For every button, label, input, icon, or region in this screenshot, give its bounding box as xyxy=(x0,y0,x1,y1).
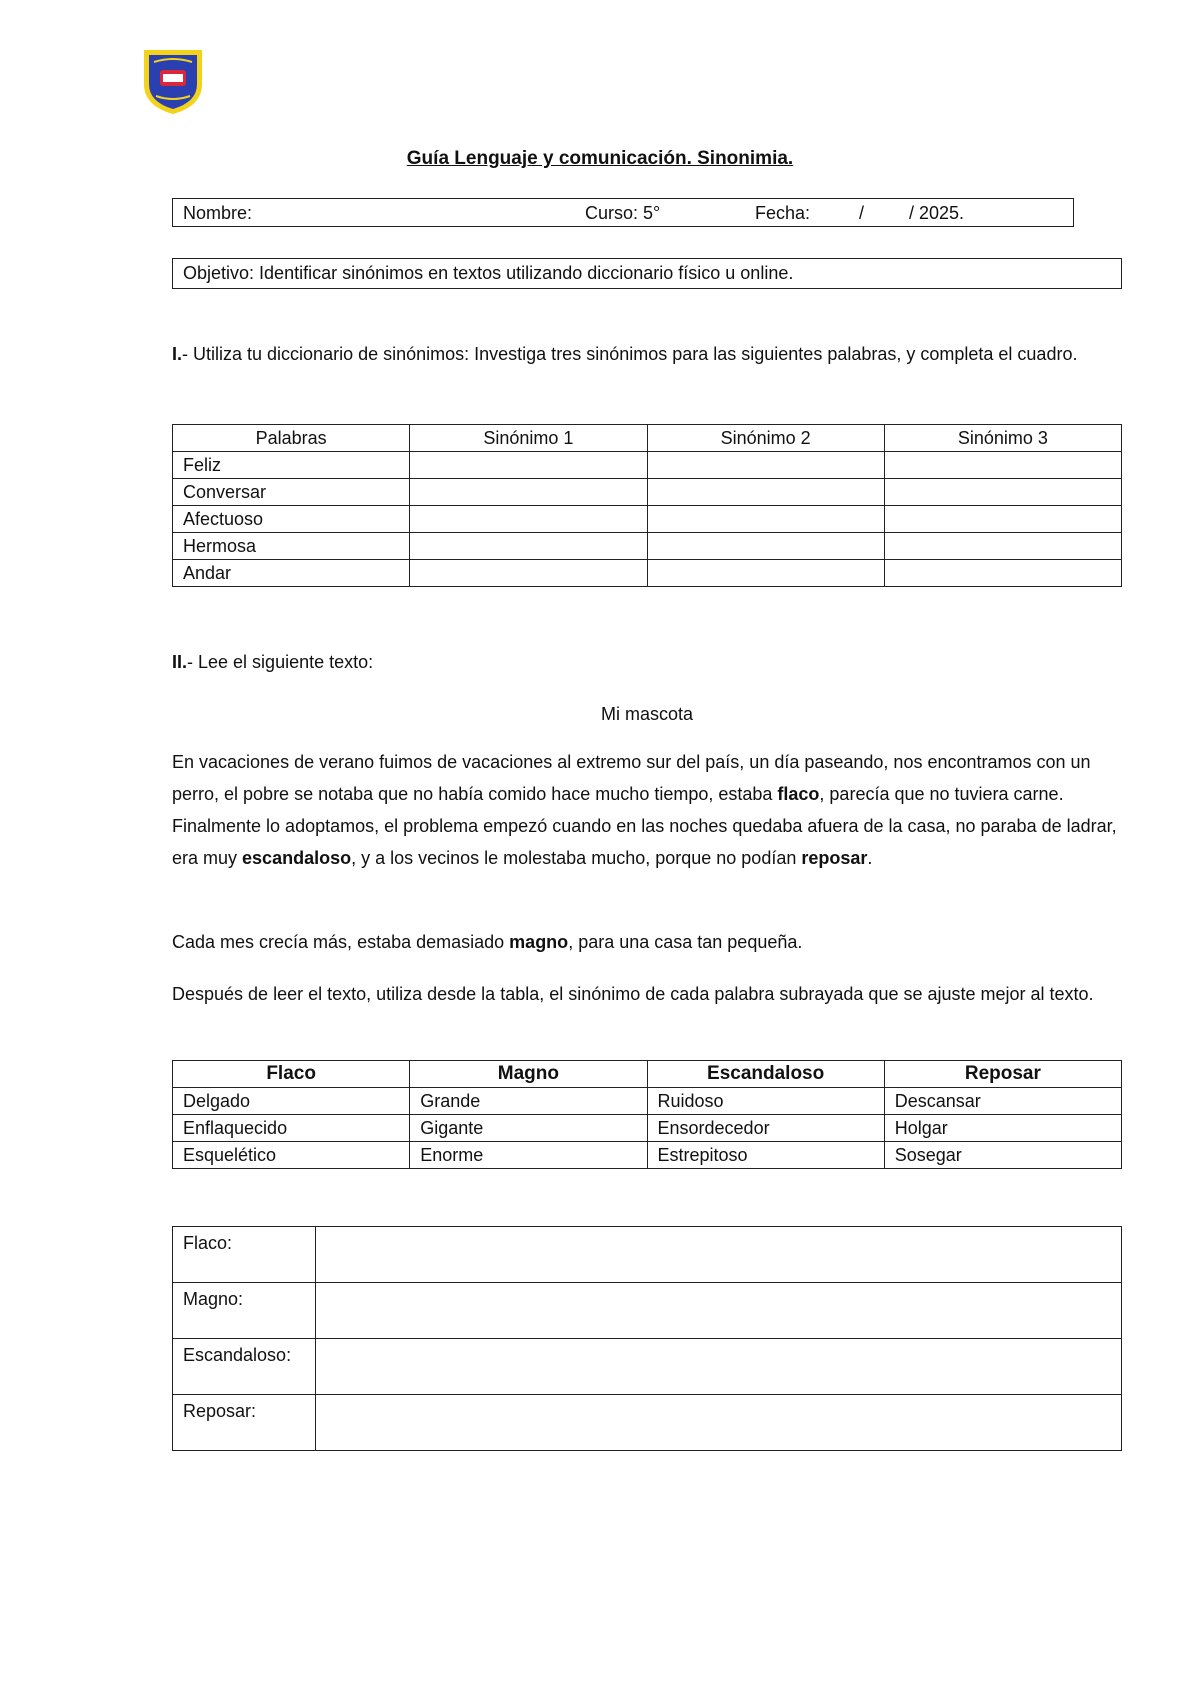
answer-field[interactable] xyxy=(316,1227,1122,1283)
section-1-number: I. xyxy=(172,344,183,364)
answer-cell[interactable] xyxy=(647,479,884,506)
table-header: Palabras xyxy=(173,425,410,452)
answer-cell[interactable] xyxy=(410,560,647,587)
story-paragraph-2: Cada mes crecía más, estaba demasiado magno, para una casa tan pequeña. xyxy=(172,932,803,952)
answer-cell[interactable] xyxy=(647,533,884,560)
table-header: Reposar xyxy=(884,1061,1121,1088)
section-2-text: - Lee el siguiente texto: xyxy=(187,652,374,672)
table-row xyxy=(173,506,1122,533)
table-row xyxy=(173,1339,1122,1395)
school-crest-icon xyxy=(140,46,206,116)
section-2-instructions xyxy=(172,646,1122,678)
answer-cell[interactable] xyxy=(647,506,884,533)
table-row xyxy=(173,1227,1122,1283)
page-title: Guía Lenguaje y comunicación. Sinonimia. xyxy=(406,148,794,169)
story-paragraph-1: En vacaciones de verano fuimos de vacaciones al extremo sur del país, un día paseando, nos encontramos con un perro, el pobre se notaba que no había comido hace mucho tiempo, estaba flaco, parecía que no tuviera carne. Finalmente lo adoptamos, el problema empezó cuando en las noches quedaba afuera de la casa, no paraba de ladrar, era muy escandaloso, y a los vecinos le molestaba mucho, porque no podían reposar. xyxy=(172,752,1117,868)
table-row xyxy=(173,479,1122,506)
word-cell: Afectuoso xyxy=(173,506,410,533)
story-instructions: Después de leer el texto, utiliza desde la tabla, el sinónimo de cada palabra subrayada que se ajuste mejor al texto. xyxy=(172,984,1094,1004)
option-cell: Descansar xyxy=(884,1088,1121,1115)
option-cell: Enorme xyxy=(410,1142,647,1169)
answer-cell[interactable] xyxy=(410,479,647,506)
objective-label: Objetivo: xyxy=(183,263,255,283)
option-cell: Enflaquecido xyxy=(173,1115,410,1142)
table-row xyxy=(173,1283,1122,1339)
option-cell: Esquelético xyxy=(173,1142,410,1169)
keyword-reposar: reposar xyxy=(801,848,868,868)
answer-label: Reposar: xyxy=(173,1395,316,1451)
answer-cell[interactable] xyxy=(884,560,1121,587)
table-row xyxy=(173,1115,1122,1142)
answer-cell[interactable] xyxy=(410,452,647,479)
answer-label: Flaco: xyxy=(173,1227,316,1283)
word-cell: Andar xyxy=(173,560,410,587)
options-table xyxy=(172,1060,1122,1169)
option-cell: Delgado xyxy=(173,1088,410,1115)
objective-box xyxy=(172,258,1122,289)
option-cell: Sosegar xyxy=(884,1142,1121,1169)
answer-cell[interactable] xyxy=(884,506,1121,533)
option-cell: Grande xyxy=(410,1088,647,1115)
keyword-escandaloso: escandaloso xyxy=(242,848,352,868)
answer-table xyxy=(172,1226,1122,1451)
option-cell: Ensordecedor xyxy=(647,1115,884,1142)
table-row xyxy=(173,1142,1122,1169)
option-cell: Holgar xyxy=(884,1115,1121,1142)
word-cell: Feliz xyxy=(173,452,410,479)
answer-cell[interactable] xyxy=(647,452,884,479)
objective-text: Identificar sinónimos en textos utilizando diccionario físico u online. xyxy=(254,263,794,283)
section-1-text: Investiga tres sinónimos para las siguientes palabras, y completa el cuadro. xyxy=(469,344,1078,364)
answer-label: Magno: xyxy=(173,1283,316,1339)
table-header: Sinónimo 3 xyxy=(884,425,1121,452)
synonym-table xyxy=(172,424,1122,587)
word-cell: Hermosa xyxy=(173,533,410,560)
answer-label: Escandaloso: xyxy=(173,1339,316,1395)
answer-cell[interactable] xyxy=(410,533,647,560)
answer-cell[interactable] xyxy=(410,506,647,533)
answer-field[interactable] xyxy=(316,1395,1122,1451)
table-row xyxy=(173,560,1122,587)
option-cell: Estrepitoso xyxy=(647,1142,884,1169)
curso-label: Curso: 5° xyxy=(585,203,661,223)
table-row xyxy=(173,533,1122,560)
student-info-box xyxy=(172,198,1074,227)
section-1-instructions xyxy=(172,338,1122,370)
table-header: Escandaloso xyxy=(647,1061,884,1088)
answer-field[interactable] xyxy=(316,1283,1122,1339)
table-header: Magno xyxy=(410,1061,647,1088)
table-header: Flaco xyxy=(173,1061,410,1088)
keyword-flaco: flaco xyxy=(777,784,820,804)
section-1-lead: - Utiliza tu diccionario de sinónimos: xyxy=(182,344,470,364)
table-header: Sinónimo 2 xyxy=(647,425,884,452)
keyword-magno: magno xyxy=(509,932,569,952)
story-title: Mi mascota xyxy=(600,704,694,724)
word-cell: Conversar xyxy=(173,479,410,506)
answer-cell[interactable] xyxy=(884,533,1121,560)
answer-field[interactable] xyxy=(316,1339,1122,1395)
fecha-slash-2: / 2025. xyxy=(909,203,965,223)
table-row xyxy=(173,1088,1122,1115)
option-cell: Ruidoso xyxy=(647,1088,884,1115)
section-2-number: II. xyxy=(172,652,188,672)
fecha-label: Fecha: xyxy=(755,203,811,223)
nombre-label: Nombre: xyxy=(183,203,253,223)
table-row xyxy=(173,1395,1122,1451)
fecha-slash-1: / xyxy=(859,203,865,223)
answer-cell[interactable] xyxy=(884,479,1121,506)
option-cell: Gigante xyxy=(410,1115,647,1142)
answer-cell[interactable] xyxy=(647,560,884,587)
table-row xyxy=(173,452,1122,479)
table-header: Sinónimo 1 xyxy=(410,425,647,452)
answer-cell[interactable] xyxy=(884,452,1121,479)
